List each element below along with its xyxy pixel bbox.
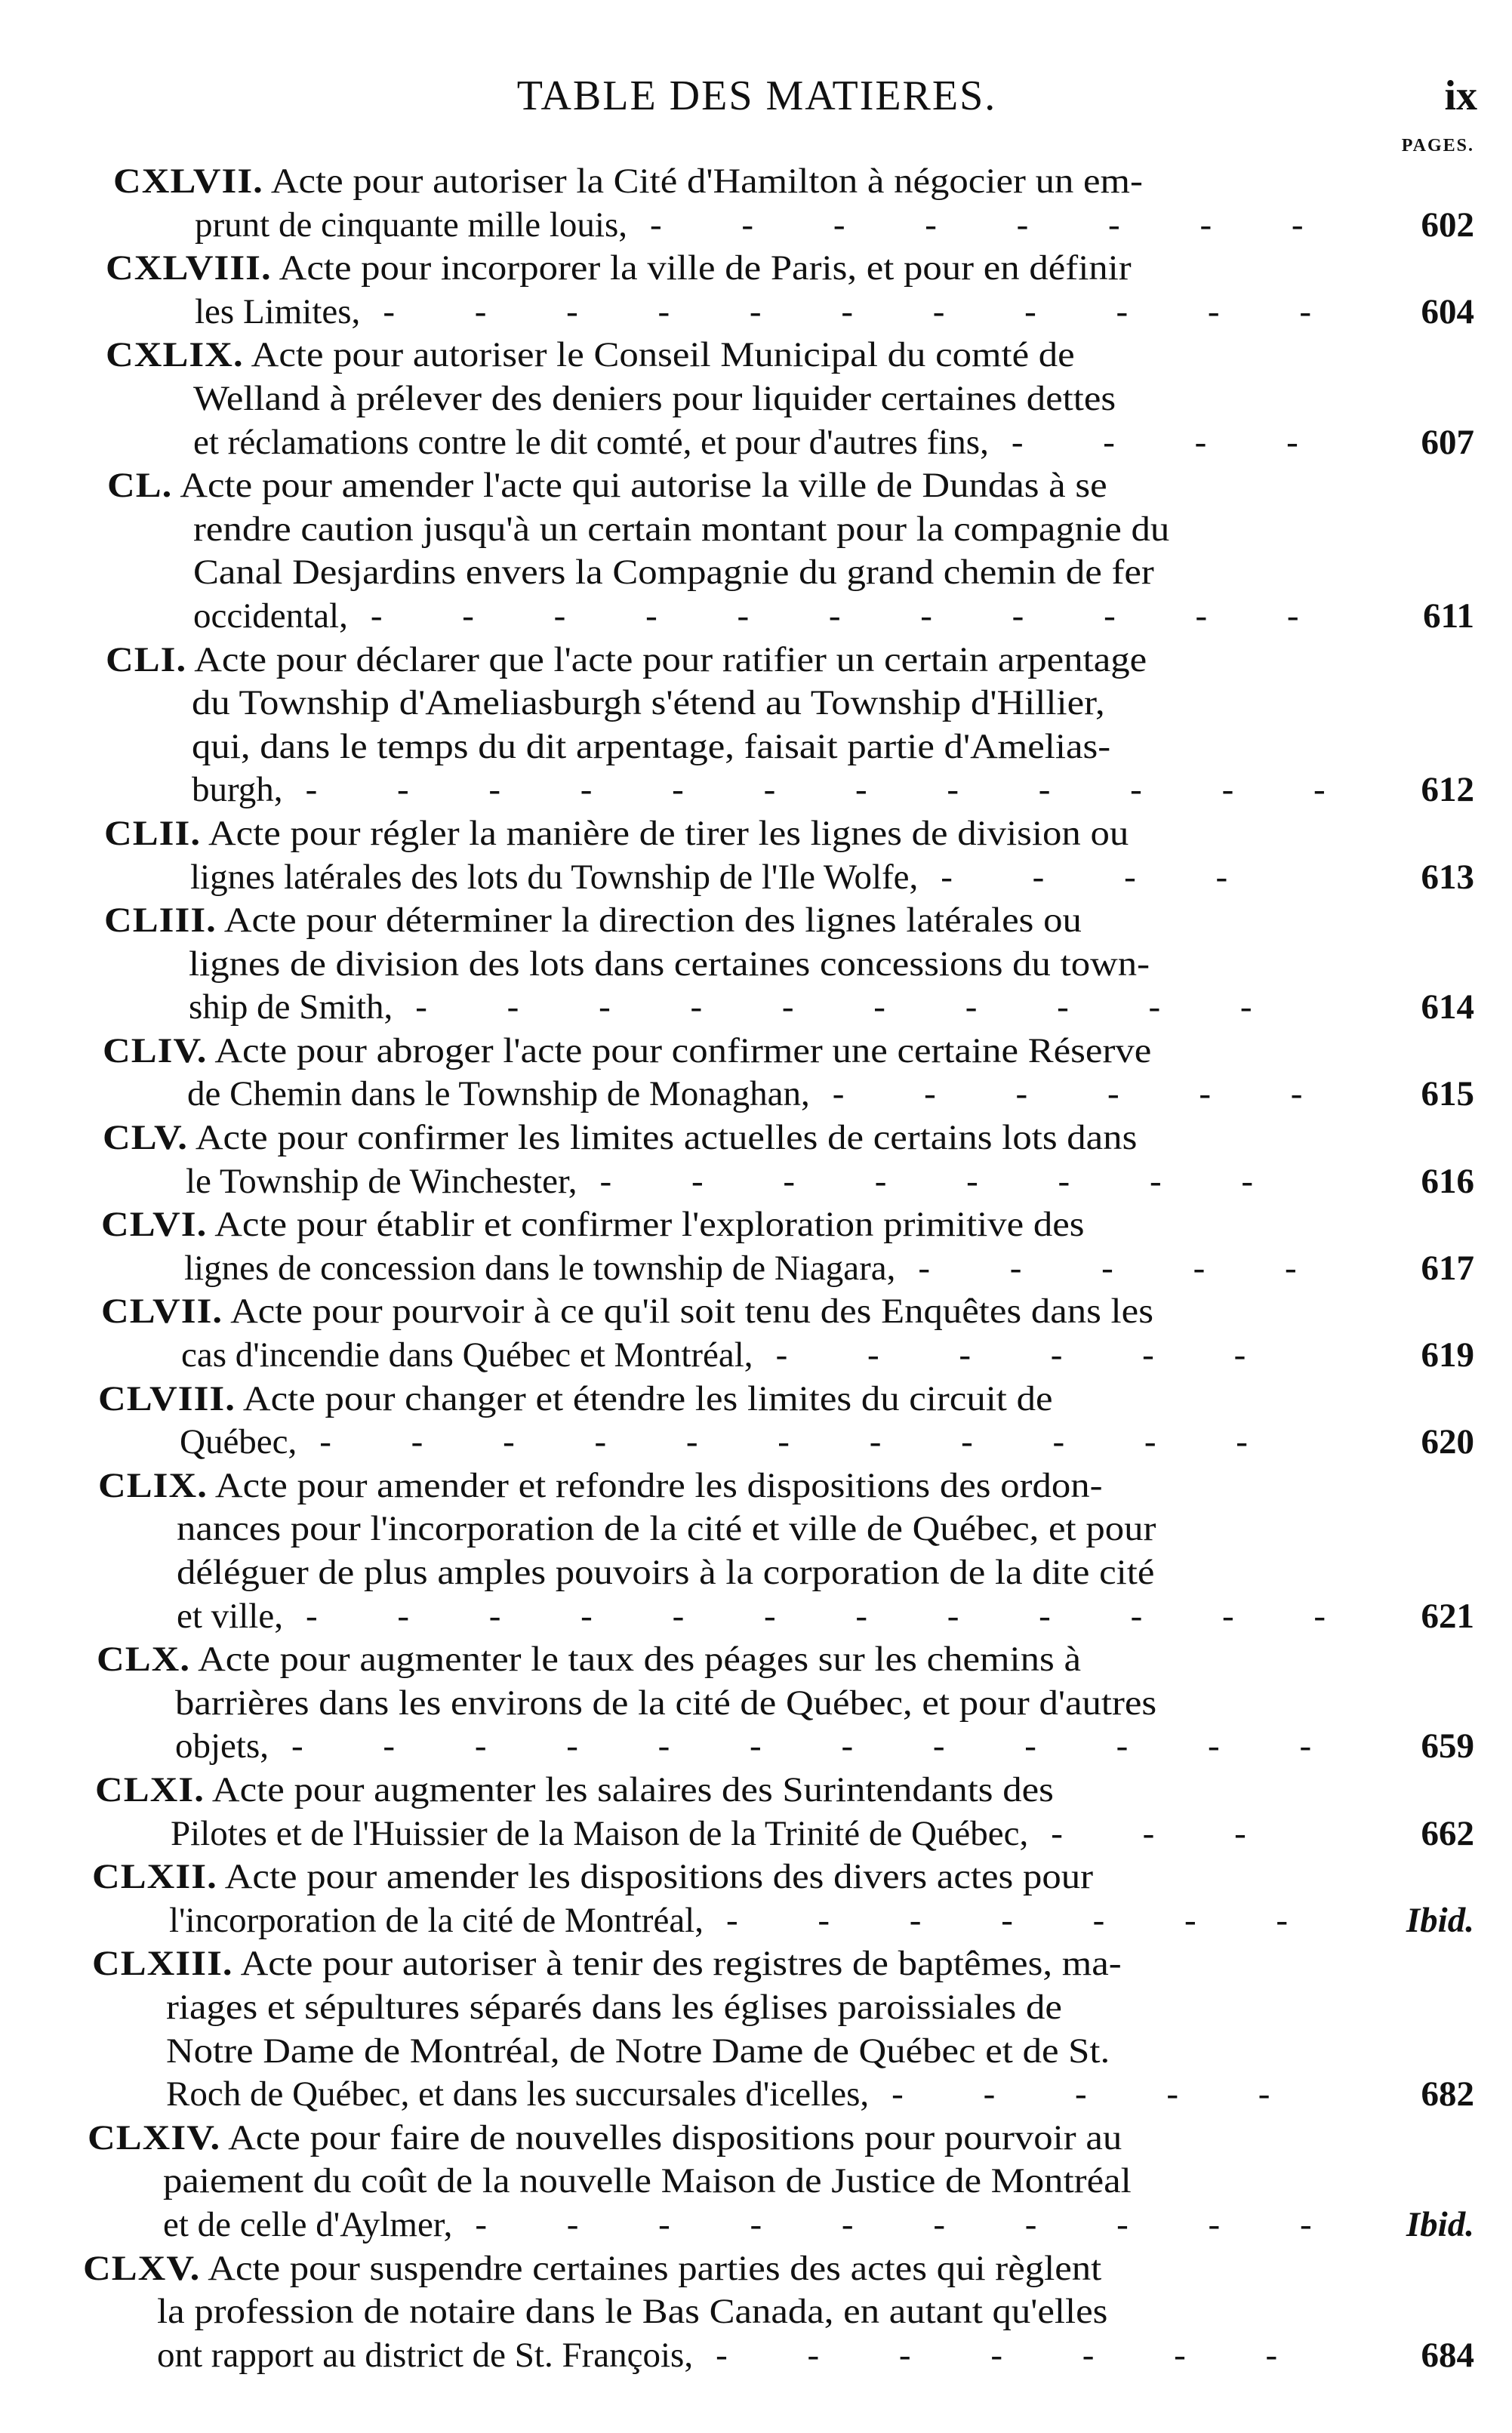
act-number: CXLVIII. xyxy=(106,248,272,288)
dot-leader: - - - - - - xyxy=(775,1335,1246,1375)
page-number: ix xyxy=(1444,72,1477,119)
toc-entry xyxy=(0,247,1512,334)
act-title-text: Canal Desjardins envers la Compagnie du grand chemin de fer xyxy=(193,553,1154,593)
page-reference: 604 xyxy=(1421,291,1474,331)
dot-leader: - - - - - - - - xyxy=(599,1161,1254,1201)
page-reference: 684 xyxy=(1421,2335,1474,2375)
act-title-text: de Chemin dans le Township de Monaghan, xyxy=(187,1074,810,1114)
act-number: CL. xyxy=(107,466,173,506)
toc-entry-line xyxy=(0,1551,1512,1595)
act-number: CLVII. xyxy=(101,1292,223,1332)
toc-entry-line xyxy=(0,856,1512,900)
act-title-text: Acte pour déclarer que l'acte pour ratifier un certain arpentage xyxy=(194,639,1147,679)
toc-entry-line xyxy=(0,1247,1512,1291)
act-title-text: Acte pour augmenter le taux des péages sur les chemins à xyxy=(198,1640,1081,1680)
page-title: TABLE DES MATIERES. xyxy=(516,72,997,119)
toc-entry-line xyxy=(0,639,1512,682)
page-reference: 611 xyxy=(1423,596,1474,636)
act-number: CXLVII. xyxy=(113,162,263,201)
act-title-text: et de celle d'Aylmer, xyxy=(163,2204,453,2244)
toc-entry-line xyxy=(0,2204,1512,2247)
act-title-text: paiement du coût de la nouvelle Maison de Justice de Montréal xyxy=(163,2161,1132,2201)
act-title-text: objets, xyxy=(175,1726,269,1766)
act-title-text: Pilotes et de l'Huissier de la Maison de la Trinité de Québec, xyxy=(171,1813,1029,1853)
act-title-text: Acte pour autoriser à tenir des registres de baptêmes, ma- xyxy=(240,1944,1122,1984)
toc-entry-line xyxy=(0,1160,1512,1204)
toc-entry-line xyxy=(0,725,1512,769)
act-number: CLV. xyxy=(103,1118,188,1158)
toc-entry xyxy=(0,1116,1512,1203)
page-reference: 613 xyxy=(1421,857,1474,897)
toc-entry-line xyxy=(0,2030,1512,2074)
act-title-text: l'incorporation de la cité de Montréal, xyxy=(169,1900,704,1940)
toc-entry xyxy=(0,1769,1512,1856)
toc-entry-line xyxy=(0,291,1512,334)
act-title-text: Roch de Québec, et dans les succursales d'icelles, xyxy=(166,2074,870,2114)
toc-entry xyxy=(0,2117,1512,2247)
page-reference: Ibid. xyxy=(1406,2204,1474,2244)
act-number: CLII. xyxy=(104,813,202,853)
dot-leader: - - - xyxy=(1051,1813,1246,1853)
toc-entry-line xyxy=(0,421,1512,465)
act-number: CLXIV. xyxy=(88,2117,221,2157)
toc-entry-line xyxy=(0,595,1512,639)
act-title-text: les Limites, xyxy=(195,291,361,331)
act-title-text: cas d'incendie dans Québec et Montréal, xyxy=(181,1335,753,1375)
toc-entry xyxy=(0,334,1512,464)
act-title-text: qui, dans le temps du dit arpentage, faisait partie d'Amelias- xyxy=(192,726,1111,766)
toc-entry-line xyxy=(0,1378,1512,1421)
dot-leader: - - - - - - - - - - - xyxy=(383,291,1311,331)
toc-entry-line xyxy=(0,1464,1512,1508)
toc-entry xyxy=(0,464,1512,638)
dot-leader: - - - - - - - - - - - - xyxy=(305,770,1326,810)
act-title-text: la profession de notaire dans le Bas Canada, en autant qu'elles xyxy=(157,2292,1108,2332)
toc-entry-line xyxy=(0,377,1512,421)
act-title-text: Acte pour amender et refondre les dispositions des ordon- xyxy=(214,1465,1103,1505)
toc-entry xyxy=(0,1638,1512,1769)
dot-leader: - - - - - - - - - - - xyxy=(319,1422,1248,1462)
dot-leader: - - - - - - xyxy=(832,1074,1303,1114)
toc-entry-line xyxy=(0,2160,1512,2204)
act-title-text: Acte pour déterminer la direction des lignes latérales ou xyxy=(223,901,1082,941)
act-title-text: barrières dans les environs de la cité de Québec, et pour d'autres xyxy=(175,1683,1157,1723)
act-title-text: Notre Dame de Montréal, de Notre Dame de Québec et de St. xyxy=(166,2031,1110,2071)
toc-entry-line xyxy=(0,334,1512,377)
act-title-text: Acte pour suspendre certaines parties des actes qui règlent xyxy=(208,2248,1102,2288)
toc-entry-line xyxy=(0,1030,1512,1073)
act-title-text: le Township de Winchester, xyxy=(186,1161,577,1201)
toc-entry xyxy=(0,639,1512,812)
toc-entry-line xyxy=(0,899,1512,943)
page-reference: 621 xyxy=(1421,1596,1474,1636)
toc-entry-line xyxy=(0,247,1512,291)
act-title-text: Welland à prélever des deniers pour liquider certaines dettes xyxy=(193,378,1116,418)
act-title-text: Québec, xyxy=(180,1422,297,1462)
toc-entry-line xyxy=(0,1638,1512,1682)
dot-leader: - - - - xyxy=(941,857,1228,897)
dot-leader: - - - - - - - - - - - xyxy=(370,596,1299,636)
act-number: CLI. xyxy=(106,639,187,679)
act-title-text: lignes de division des lots dans certaines concessions du town- xyxy=(189,944,1150,984)
act-number: CLIII. xyxy=(104,901,217,941)
act-title-text: lignes de concession dans le township de Niagara, xyxy=(184,1248,896,1288)
act-number: CLXV. xyxy=(83,2248,201,2288)
page-reference: 612 xyxy=(1421,770,1474,810)
toc-entry-line xyxy=(0,1595,1512,1639)
page-reference: Ibid. xyxy=(1406,1900,1474,1940)
toc-entry-line xyxy=(0,1116,1512,1160)
act-title-text: riages et sépultures séparés dans les églises paroissiales de xyxy=(166,1987,1062,2027)
act-title-text: Acte pour amender l'acte qui autorise la ville de Dundas à se xyxy=(180,466,1107,506)
dot-leader: - - - - - xyxy=(891,2074,1270,2114)
act-title-text: Acte pour augmenter les salaires des Surintendants des xyxy=(211,1769,1054,1809)
act-title-text: Acte pour établir et confirmer l'exploration primitive des xyxy=(214,1205,1085,1245)
act-title-text: rendre caution jusqu'à un certain montant pour la compagnie du xyxy=(193,509,1170,549)
toc-entry-line xyxy=(0,768,1512,812)
dot-leader: - - - - - - - xyxy=(716,2335,1278,2375)
toc-entry-line xyxy=(0,1986,1512,2030)
act-title-text: Acte pour autoriser le Conseil Municipal du comté de xyxy=(251,335,1075,375)
act-number: CLVIII. xyxy=(98,1378,236,1418)
act-title-text: Acte pour amender les dispositions des divers actes pour xyxy=(224,1857,1094,1897)
act-number: CLXI. xyxy=(95,1769,205,1809)
page-reference: 607 xyxy=(1421,422,1474,462)
act-title-text: Acte pour abroger l'acte pour confirmer une certaine Réserve xyxy=(214,1030,1152,1070)
toc-entry xyxy=(0,1378,1512,1464)
page-reference: 602 xyxy=(1421,205,1474,245)
toc-entry-line xyxy=(0,1725,1512,1769)
act-number: CXLIX. xyxy=(106,335,244,375)
act-title-text: burgh, xyxy=(192,770,283,810)
page-reference: 682 xyxy=(1421,2074,1474,2114)
toc-entry-line xyxy=(0,2073,1512,2117)
toc-entry-line xyxy=(0,464,1512,508)
toc-entry-line xyxy=(0,2290,1512,2334)
toc-entry xyxy=(0,812,1512,899)
toc-entry-line xyxy=(0,1508,1512,1551)
toc-entry xyxy=(0,160,1512,247)
toc-entry-line xyxy=(0,160,1512,204)
page-reference: 614 xyxy=(1421,987,1474,1027)
toc-entry-line xyxy=(0,986,1512,1030)
toc-entry-line xyxy=(0,1421,1512,1464)
act-number: CLXII. xyxy=(92,1857,217,1897)
page-reference: 619 xyxy=(1421,1335,1474,1375)
toc-entry-line xyxy=(0,2247,1512,2291)
act-title-text: déléguer de plus amples pouvoirs à la corporation de la dite cité xyxy=(177,1553,1155,1592)
toc-entry-line xyxy=(0,812,1512,856)
toc-entry xyxy=(0,1856,1512,1942)
dot-leader: - - - - - - - - - - - - xyxy=(291,1726,1312,1766)
page-header xyxy=(0,72,1512,132)
toc-entry-line xyxy=(0,943,1512,987)
dot-leader: - - - - xyxy=(1011,422,1298,462)
toc-entry xyxy=(0,1464,1512,1638)
toc-entry-line xyxy=(0,1203,1512,1247)
page-reference: 617 xyxy=(1421,1248,1474,1288)
toc-entry-line xyxy=(0,1073,1512,1116)
act-number: CLVI. xyxy=(101,1205,208,1245)
toc-entry-line xyxy=(0,1899,1512,1943)
act-title-text: du Township d'Ameliasburgh s'étend au Township d'Hillier, xyxy=(192,683,1105,723)
dot-leader: - - - - - - - - - - xyxy=(475,2204,1312,2244)
act-title-text: lignes latérales des lots du Township de l'Ile Wolfe, xyxy=(190,857,919,897)
toc-entry-line xyxy=(0,1942,1512,1986)
act-title-text: nances pour l'incorporation de la cité et ville de Québec, et pour xyxy=(177,1509,1156,1549)
act-number: CLIX. xyxy=(98,1465,208,1505)
toc-entry-line xyxy=(0,1682,1512,1726)
toc-entry-line xyxy=(0,2334,1512,2378)
act-title-text: Acte pour confirmer les limites actuelles de certains lots dans xyxy=(195,1118,1138,1158)
table-of-contents xyxy=(0,160,1512,2377)
toc-entry xyxy=(0,1030,1512,1116)
page-reference: 662 xyxy=(1421,1813,1474,1853)
toc-entry-line xyxy=(0,682,1512,725)
page-reference: 620 xyxy=(1421,1422,1474,1462)
act-title-text: prunt de cinquante mille louis, xyxy=(195,205,628,245)
act-title-text: et ville, xyxy=(177,1596,283,1636)
toc-entry-line xyxy=(0,551,1512,595)
toc-entry xyxy=(0,1290,1512,1377)
toc-entry-line xyxy=(0,204,1512,248)
toc-entry-line xyxy=(0,508,1512,552)
act-title-text: Acte pour incorporer la ville de Paris, et pour en définir xyxy=(279,248,1132,288)
toc-entry xyxy=(0,1942,1512,2116)
toc-entry xyxy=(0,2247,1512,2378)
toc-entry-line xyxy=(0,1334,1512,1378)
act-title-text: Acte pour pourvoir à ce qu'il soit tenu des Enquêtes dans les xyxy=(230,1292,1153,1332)
toc-entry-line xyxy=(0,1769,1512,1812)
act-title-text: Acte pour régler la manière de tirer les lignes de division ou xyxy=(208,813,1129,853)
act-title-text: ship de Smith, xyxy=(189,987,393,1027)
pages-column-label: PAGES. xyxy=(1401,136,1474,156)
act-title-text: ont rapport au district de St. François, xyxy=(157,2335,694,2375)
dot-leader: - - - - - xyxy=(918,1248,1297,1288)
act-title-text: et réclamations contre le dit comté, et pour d'autres fins, xyxy=(193,422,989,462)
page-reference: 616 xyxy=(1421,1161,1474,1201)
toc-entry-line xyxy=(0,1290,1512,1334)
act-title-text: occidental, xyxy=(193,596,348,636)
page-reference: 615 xyxy=(1421,1074,1474,1114)
toc-entry-line xyxy=(0,2117,1512,2160)
toc-entry xyxy=(0,899,1512,1030)
toc-entry-line xyxy=(0,1812,1512,1856)
toc-entry-line xyxy=(0,1856,1512,1899)
act-number: CLXIII. xyxy=(92,1944,233,1984)
act-number: CLIV. xyxy=(103,1030,208,1070)
dot-leader: - - - - - - - - - - xyxy=(415,987,1252,1027)
page-reference: 659 xyxy=(1421,1726,1474,1766)
act-title-text: Acte pour faire de nouvelles dispositions pour pourvoir au xyxy=(228,2117,1122,2157)
dot-leader: - - - - - - - - - - - - xyxy=(305,1596,1326,1636)
act-title-text: Acte pour autoriser la Cité d'Hamilton à négocier un em- xyxy=(270,162,1143,201)
toc-entry xyxy=(0,1203,1512,1290)
act-number: CLX. xyxy=(97,1640,191,1680)
dot-leader: - - - - - - - xyxy=(725,1900,1289,1940)
act-title-text: Acte pour changer et étendre les limites du circuit de xyxy=(242,1378,1053,1418)
dot-leader: - - - - - - - - xyxy=(650,205,1304,245)
